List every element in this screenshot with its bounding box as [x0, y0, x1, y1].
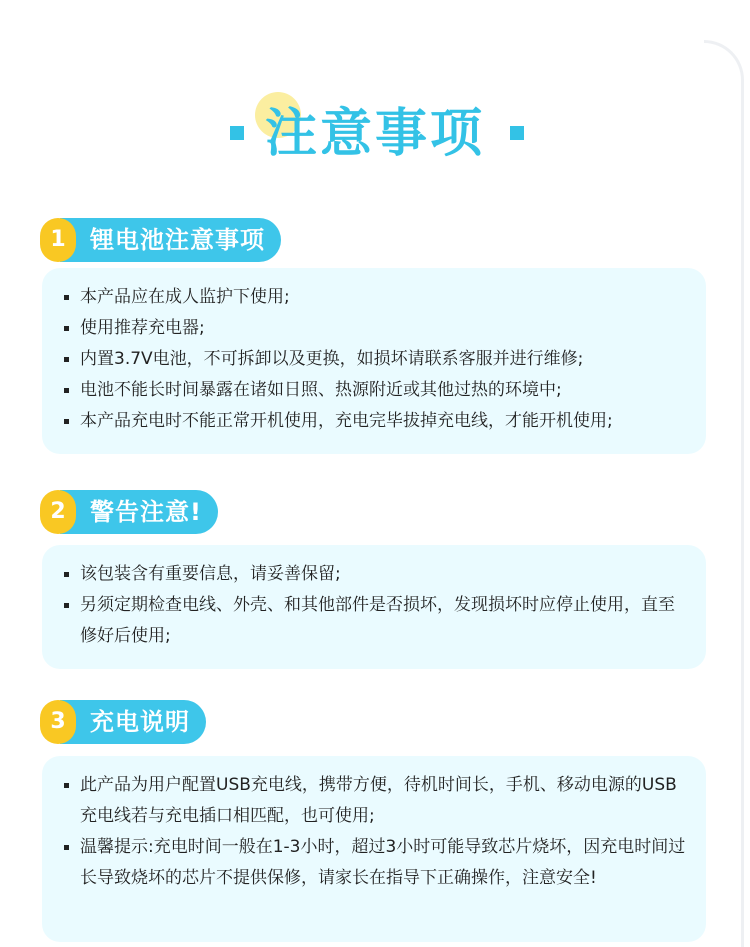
page-edge-decoration	[704, 40, 744, 947]
list-item-text: 另须定期检查电线、外壳、和其他部件是否损坏，发现损坏时应停止使用，直至修好后使用;	[80, 595, 675, 646]
list-item-text: 内置3.7V电池，不可拆卸以及更换，如损坏请联系客服并进行维修;	[80, 349, 584, 369]
bullet-icon	[64, 388, 69, 393]
section-2-heading: 警告注意!	[60, 490, 218, 534]
bullet-icon	[64, 572, 69, 577]
bullet-icon	[64, 419, 69, 424]
list-item	[64, 590, 686, 652]
list-item	[64, 559, 686, 590]
title-block	[0, 92, 750, 172]
list-item	[64, 344, 686, 375]
list-item-text: 该包装含有重要信息，请妥善保留;	[80, 564, 341, 584]
section-2-number: 2	[40, 490, 76, 534]
list-item-text: 温馨提示:充电时间一般在1-3小时，超过3小时可能导致芯片烧坏，因充电时间过长导致烧坏的芯片不提供保修，请家长在指导下正确操作，注意安全!	[80, 837, 686, 888]
list-item	[64, 313, 686, 344]
bullet-icon	[64, 357, 69, 362]
bullet-icon	[64, 326, 69, 331]
list-item-text: 电池不能长时间暴露在诸如日照、热源附近或其他过热的环境中;	[80, 380, 562, 400]
list-item-text: 此产品为用户配置USB充电线，携带方便，待机时间长，手机、移动电源的USB充电线若与充电插口相匹配，也可使用;	[80, 775, 677, 826]
section-1-box	[42, 268, 706, 454]
bullet-icon	[64, 783, 69, 788]
section-3-header	[40, 700, 206, 744]
section-2-box	[42, 545, 706, 669]
list-item	[64, 832, 686, 894]
section-2-header	[40, 490, 218, 534]
section-1-header	[40, 218, 281, 262]
section-3-number: 3	[40, 700, 76, 744]
section-3-heading: 充电说明	[60, 700, 206, 744]
list-item-text: 本产品充电时不能正常开机使用，充电完毕拔掉充电线，才能开机使用;	[80, 411, 613, 431]
bullet-icon	[64, 603, 69, 608]
list-item-text: 使用推荐充电器;	[80, 318, 205, 338]
section-1-number: 1	[40, 218, 76, 262]
list-item-text: 本产品应在成人监护下使用;	[80, 287, 290, 307]
page-title: 注意事项	[264, 104, 485, 164]
list-item	[64, 282, 686, 313]
section-1-heading: 锂电池注意事项	[60, 218, 281, 262]
list-item	[64, 375, 686, 406]
bullet-icon	[64, 845, 69, 850]
list-item	[64, 770, 686, 832]
bullet-icon	[64, 295, 69, 300]
list-item	[64, 406, 686, 437]
section-3-box	[42, 756, 706, 942]
